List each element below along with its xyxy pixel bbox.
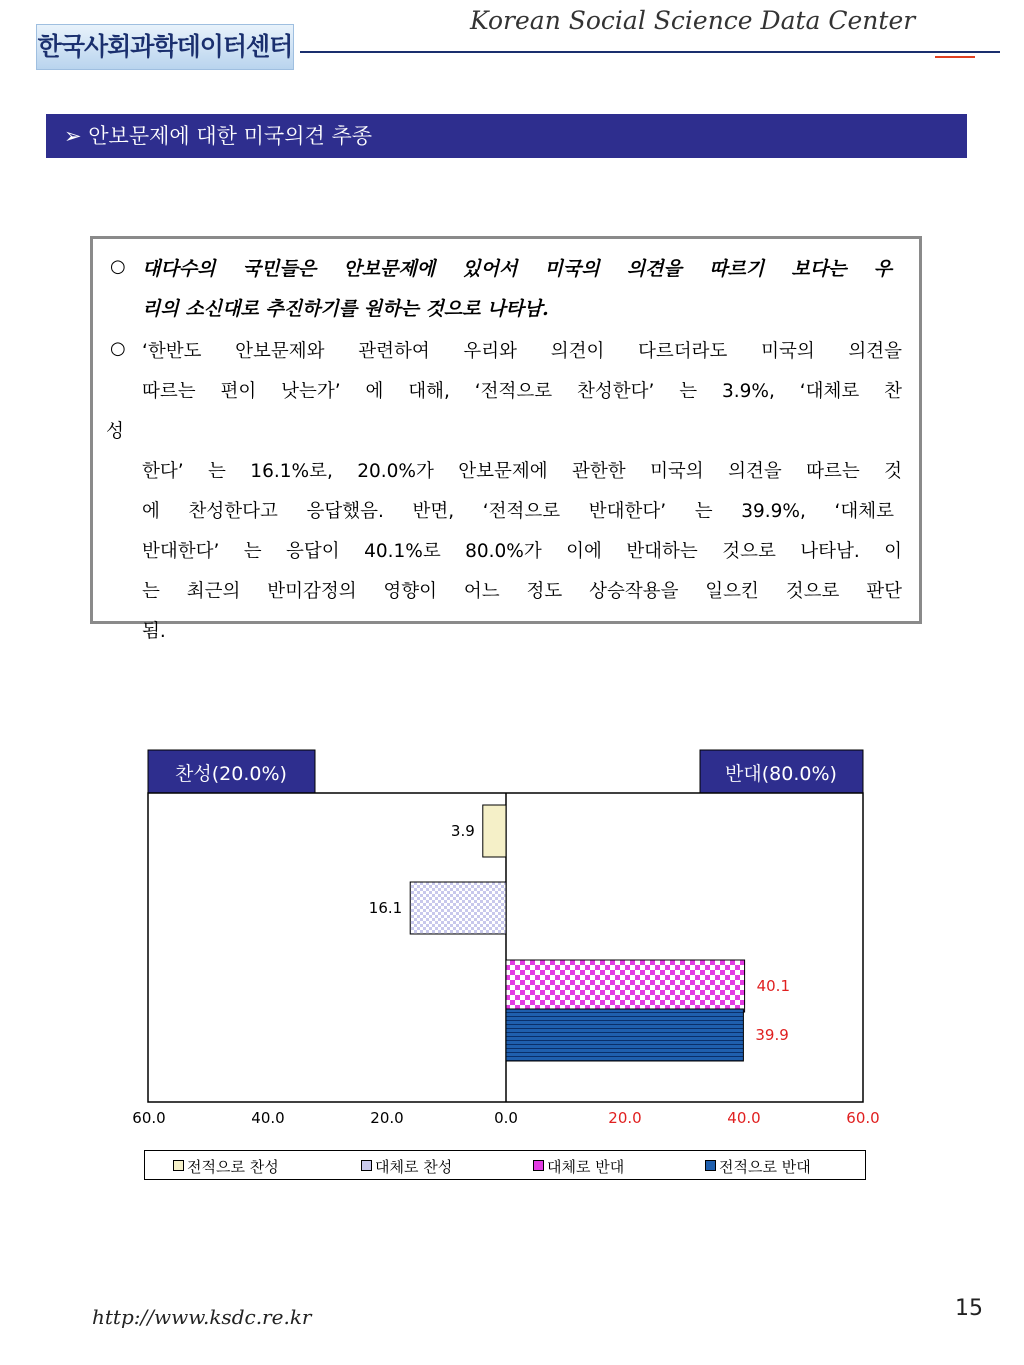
bar-somewhat-agree <box>410 882 506 934</box>
legend-swatch-icon <box>533 1160 544 1171</box>
legend-label: 대체로 찬성 <box>375 1158 453 1176</box>
body-text-line: 됨. <box>142 621 166 642</box>
data-label: 40.1 <box>756 977 791 995</box>
legend-swatch-icon <box>705 1160 716 1171</box>
legend-item <box>361 1156 452 1177</box>
org-logo-korean: 한국사회과학데이터센터 <box>36 24 294 70</box>
bullet-marker: ○ <box>110 256 126 277</box>
panel-label-disagree: 반대(80.0%) <box>725 763 837 785</box>
x-tick-label: 40.0 <box>727 1109 761 1127</box>
highlight-text-line: 리의 소신대로 추진하기를 원하는 것으로 나타남. <box>142 298 549 320</box>
body-text-line: 따르는 편이 낫는가’ 에 대해, ‘전적으로 찬성한다’ 는 3.9%, ‘대체로 찬 <box>142 381 902 402</box>
legend-item <box>173 1156 279 1177</box>
body-text-line: ‘한반도 안보문제와 관련하여 우리와 의견이 다르더라도 미국의 의견을 <box>142 341 902 362</box>
x-tick-label: 0.0 <box>494 1109 518 1127</box>
x-tick-label: 40.0 <box>251 1109 285 1127</box>
body-text-line: 반대한다’ 는 응답이 40.1%로 80.0%가 이에 반대하는 것으로 나타남. 이 <box>142 541 902 562</box>
legend-item <box>705 1156 811 1177</box>
bar-somewhat-disagree <box>506 960 745 1012</box>
legend-label: 전적으로 찬성 <box>187 1158 279 1176</box>
body-text-line: 는 최근의 반미감정의 영향이 어느 정도 상승작용을 일으킨 것으로 판단 <box>142 581 902 602</box>
x-tick-label: 60.0 <box>132 1109 166 1127</box>
legend-item <box>533 1156 624 1177</box>
legend-label: 대체로 반대 <box>547 1158 625 1176</box>
x-tick-label: 20.0 <box>608 1109 642 1127</box>
body-text-line: 에 찬성한다고 응답했음. 반면, ‘전적으로 반대한다’ 는 39.9%, ‘대체로 <box>142 501 894 522</box>
body-text-line: 성 <box>106 421 124 442</box>
data-label: 3.9 <box>450 822 475 840</box>
panel-label-agree: 찬성(20.0%) <box>175 763 287 785</box>
org-name-english: Korean Social Science Data Center <box>470 6 916 35</box>
chart-legend <box>144 1150 866 1180</box>
highlight-text-line: 대다수의 국민들은 안보문제에 있어서 미국의 의견을 따르기 보다는 우 <box>142 258 892 280</box>
data-label: 16.1 <box>368 899 403 917</box>
bar-strongly-disagree <box>506 1009 743 1061</box>
bar-strongly-agree <box>483 805 506 857</box>
page-number: 15 <box>955 1296 983 1321</box>
footer-url: http://www.ksdc.re.kr <box>92 1305 312 1329</box>
legend-label: 전적으로 반대 <box>719 1158 811 1176</box>
legend-swatch-icon <box>361 1160 372 1171</box>
x-tick-label: 60.0 <box>846 1109 880 1127</box>
x-tick-label: 20.0 <box>370 1109 404 1127</box>
body-text-line: 한다’ 는 16.1%로, 20.0%가 안보문제에 관한한 미국의 의견을 따르는 것 <box>142 461 902 482</box>
bullet-marker: ○ <box>110 338 126 359</box>
section-title: ➢ 안보문제에 대한 미국의견 추종 <box>46 114 967 158</box>
data-label: 39.9 <box>755 1026 789 1044</box>
legend-swatch-icon <box>173 1160 184 1171</box>
